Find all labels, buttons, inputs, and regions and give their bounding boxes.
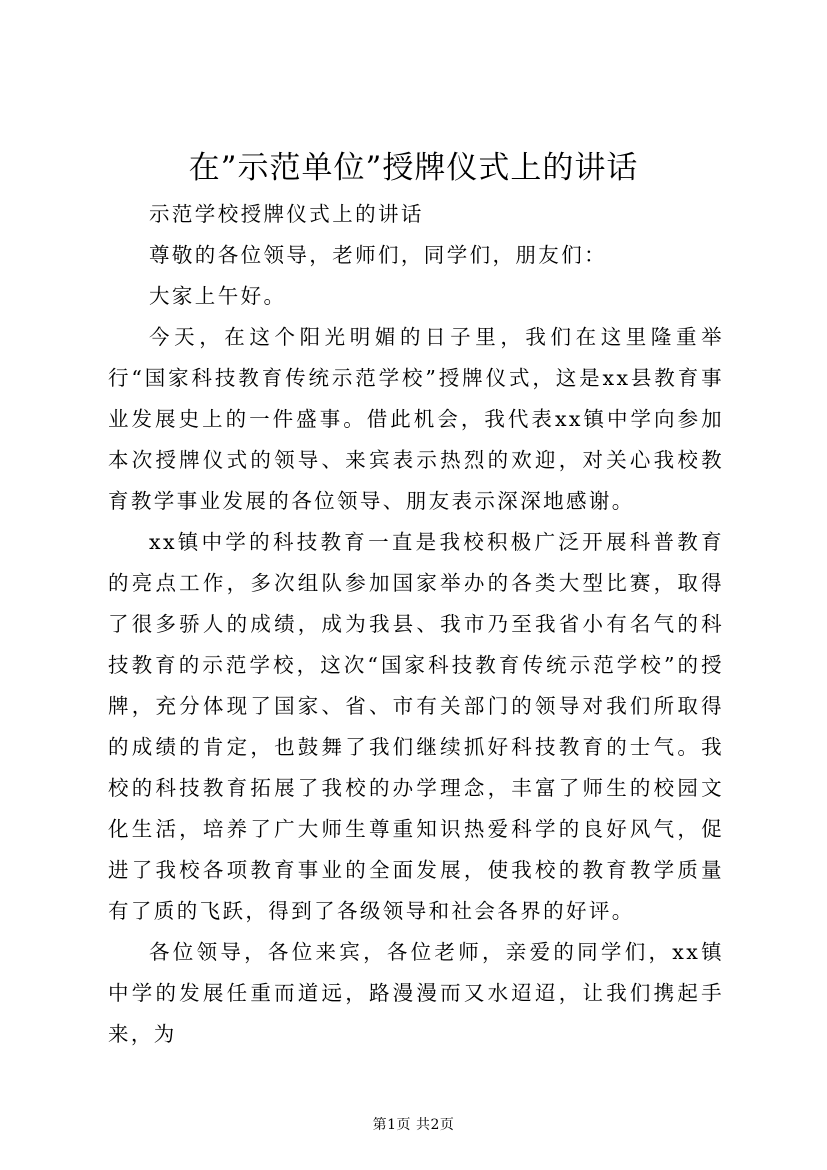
paragraph-subtitle: 示范学校授牌仪式上的讲话 bbox=[149, 202, 424, 226]
document-body bbox=[108, 194, 724, 1055]
paragraph-achievements: xx镇中学的科技教育一直是我校积极广泛开展科普教育的亮点工作，多次组队参加国家举办的各类大型比赛，取得了很多骄人的成绩，成为我县、我市乃至我省小有名气的科技教育的示范学校，这次“国家科技教育传统示范学校”的授牌，充分体现了国家、省、市有关部门的领导对我们所取得的成绩的肯定，也鼓舞了我们继续抓好科技教育的士气。我校的科技教育拓展了我校的办学理念，丰富了师生的校园文化生活，培养了广大师生尊重知识热爱科学的良好风气，促进了我校各项教育事业的全面发展，使我校的教育教学质量有了质的飞跃，得到了各级领导和社会各界的好评。 bbox=[108, 530, 724, 923]
paragraph-greeting: 大家上午好。 bbox=[149, 284, 287, 308]
paragraph-closing: 各位领导，各位来宾，各位老师，亲爱的同学们，xx镇中学的发展任重而道远，路漫漫而又水迢迢，让我们携起手来，为 bbox=[108, 940, 724, 1046]
document-title: 在”示范单位”授牌仪式上的讲话 bbox=[188, 150, 639, 186]
paragraph-salutation: 尊敬的各位领导，老师们，同学们，朋友们： bbox=[149, 243, 607, 267]
paragraph-opening: 今天，在这个阳光明媚的日子里，我们在这里隆重举行“国家科技教育传统示范学校”授牌仪式，这是xx县教育事业发展史上的一件盛事。借此机会，我代表xx镇中学向参加本次授牌仪式的领导、来宾表示热烈的欢迎，对关心我校教育教学事业发展的各位领导、朋友表示深深地感谢。 bbox=[108, 325, 724, 513]
page-number: 第1页 共2页 bbox=[372, 1117, 455, 1133]
